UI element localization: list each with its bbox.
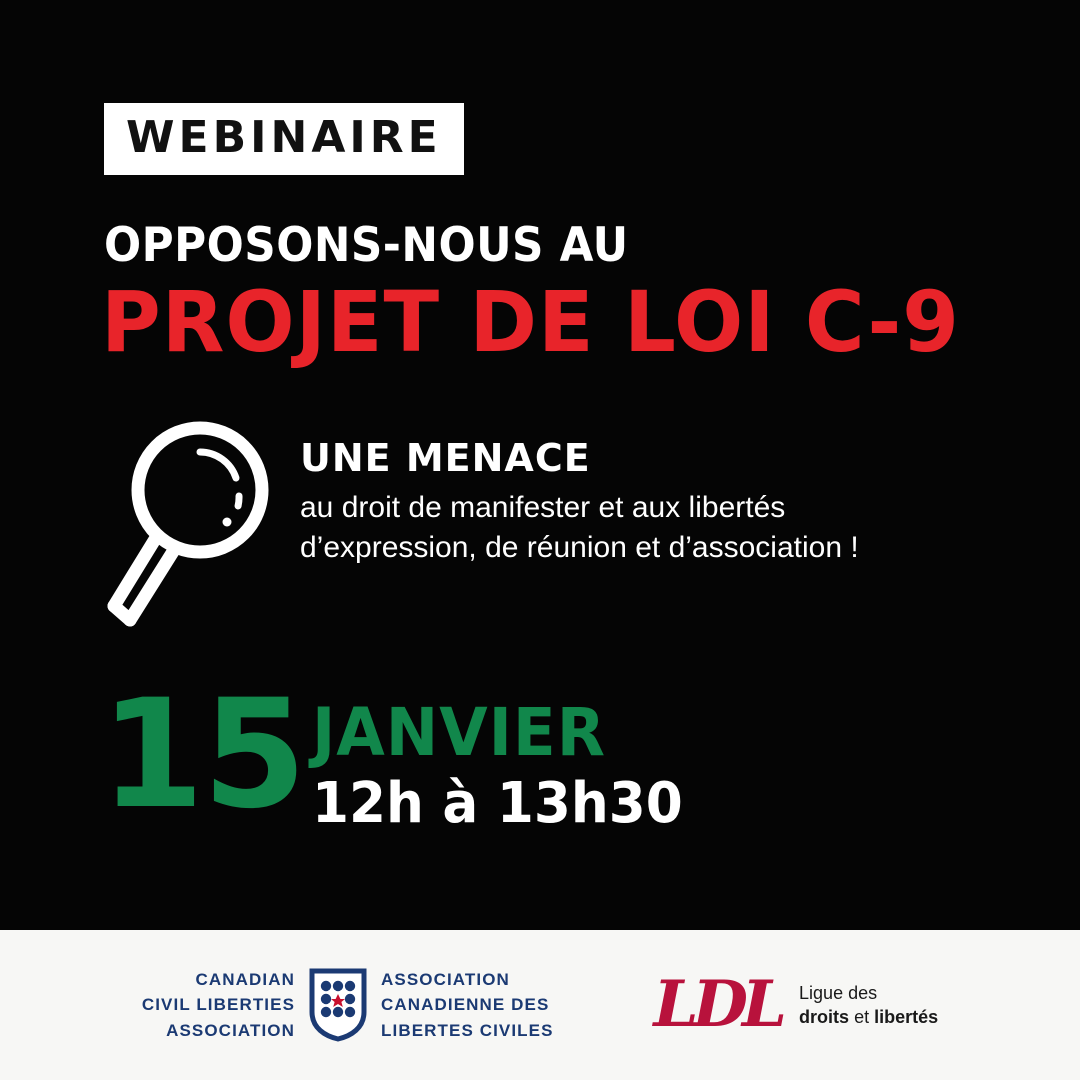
ccla-english-line-1: CANADIAN xyxy=(195,969,296,989)
ccla-logo xyxy=(142,967,554,1044)
ccla-english-name xyxy=(142,967,295,1044)
date-time: 12h à 13h30 xyxy=(312,771,683,836)
ccla-english-line-3: ASSOCIATION xyxy=(166,1020,296,1040)
headline-line-1: OPPOSONS-NOUS AU xyxy=(104,218,629,273)
ldl-name-droits: droits xyxy=(799,1007,850,1027)
ccla-french-line-1: ASSOCIATION xyxy=(381,969,510,989)
webinar-badge: WEBINAIRE xyxy=(104,103,464,175)
ldl-name xyxy=(799,981,938,1030)
ldl-monogram: LDL xyxy=(653,967,782,1042)
ldl-name-line-2 xyxy=(799,1005,938,1029)
threat-section xyxy=(100,410,980,630)
ldl-name-libertes: libertés xyxy=(874,1007,939,1027)
footer-logo-bar xyxy=(0,930,1080,1080)
ldl-name-et: et xyxy=(854,1007,870,1027)
headline-line-2: PROJET DE LOI C-9 xyxy=(101,273,960,371)
ccla-shield-icon xyxy=(309,968,367,1042)
ldl-logo xyxy=(653,967,939,1042)
ccla-french-line-2: CANADIENNE DES xyxy=(381,995,550,1015)
ccla-english-line-2: CIVIL LIBERTIES xyxy=(141,995,296,1015)
date-section xyxy=(100,668,800,880)
threat-text xyxy=(300,438,990,569)
threat-title: UNE MENACE xyxy=(300,436,591,480)
magnifying-glass-icon xyxy=(100,410,310,630)
date-day: 15 xyxy=(100,668,305,842)
date-month: JANVIER xyxy=(312,694,606,771)
threat-subtitle-line-2: d’expression, de réunion et d’association ! xyxy=(300,531,859,565)
ccla-french-name xyxy=(381,967,554,1044)
ccla-french-line-3: LIBERTES CIVILES xyxy=(381,1020,554,1040)
ldl-name-line-1: Ligue des xyxy=(799,982,878,1003)
threat-subtitle-line-1: au droit de manifester et aux libertés xyxy=(300,490,786,524)
